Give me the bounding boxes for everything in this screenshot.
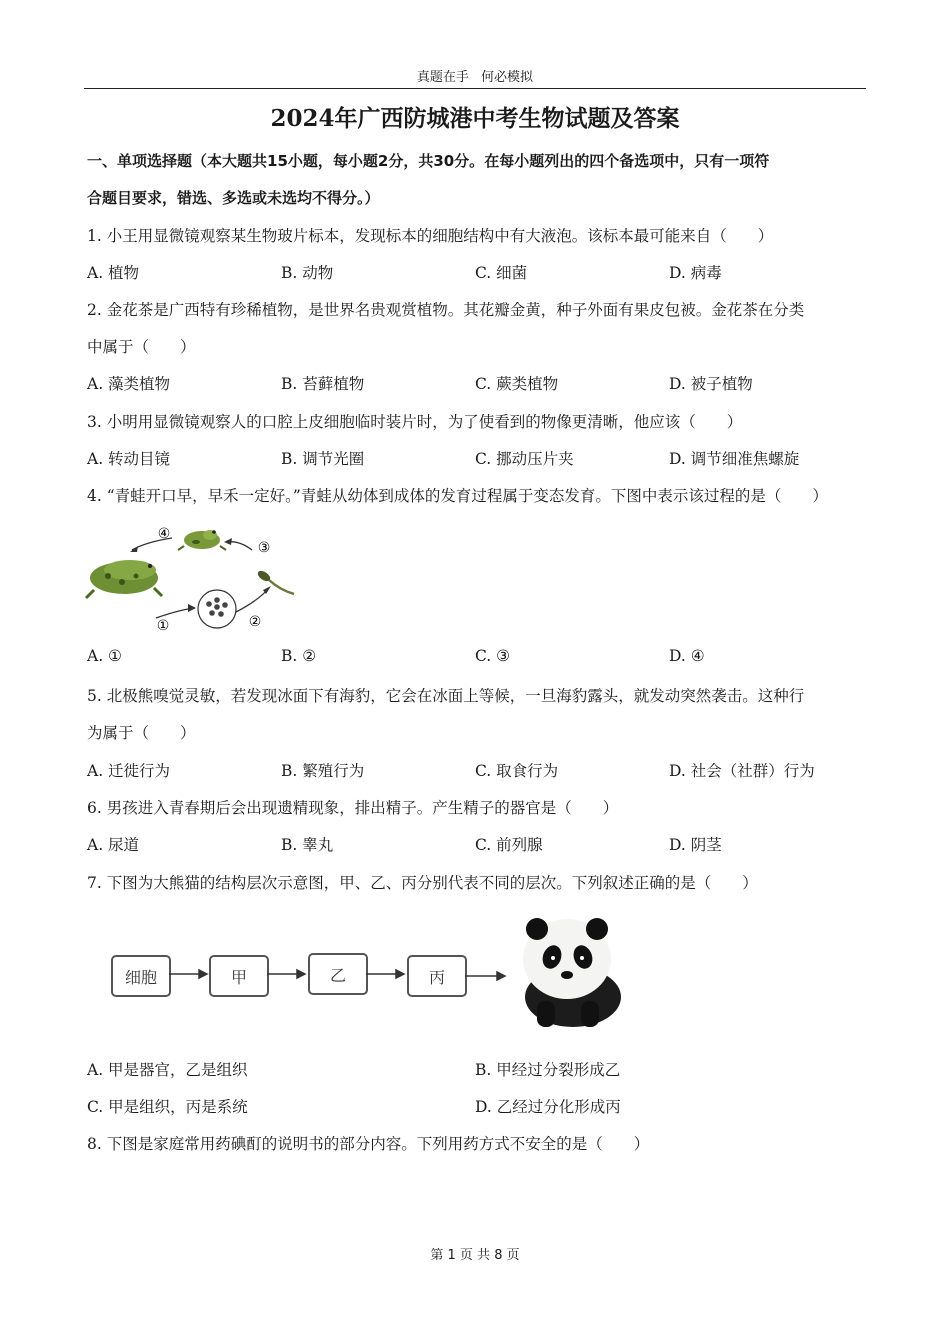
box-yi: 乙 <box>308 953 368 995</box>
stage-label-3: ③ <box>257 540 271 556</box>
tadpole-icon <box>256 569 294 594</box>
q6-option-d: D. 阴茎 <box>669 836 722 854</box>
q3-option-c: C. 挪动压片夹 <box>475 450 574 468</box>
q7-option-a: A. 甲是器官，乙是组织 <box>87 1061 248 1079</box>
q3-option-a: A. 转动目镜 <box>87 450 171 468</box>
question-8-stem: 8. 下图是家庭常用药碘酊的说明书的部分内容。下列用药方式不安全的是（ ） <box>87 1135 650 1153</box>
page-footer: 第 1 页 共 8 页 <box>430 1248 520 1263</box>
mating-frogs-icon <box>86 560 162 598</box>
question-5-stem-line1: 5. 北极熊嗅觉灵敏，若发现冰面下有海豹，它会在冰面上等候，一旦海豹露头，就发动突然袭击。这种行 <box>87 687 805 705</box>
q1-option-a: A. 植物 <box>87 264 140 282</box>
arrow-2 <box>236 588 269 612</box>
q7-option-b: B. 甲经过分裂形成乙 <box>475 1061 621 1079</box>
panda-icon <box>523 918 621 1027</box>
q7-option-d: D. 乙经过分化形成丙 <box>475 1098 621 1116</box>
frog-eggs-icon <box>198 590 236 628</box>
q6-option-b: B. 睾丸 <box>281 836 334 854</box>
q2-option-c: C. 蕨类植物 <box>475 375 559 393</box>
q3-option-b: B. 调节光圈 <box>281 450 365 468</box>
q5-option-d: D. 社会（社群）行为 <box>669 762 815 780</box>
box-cell: 细胞 <box>111 955 171 997</box>
q4-option-a: A. ① <box>87 647 122 665</box>
question-5-stem-line2: 为属于（ ） <box>87 724 196 742</box>
q4-option-d: D. ④ <box>669 647 705 665</box>
q6-option-c: C. 前列腺 <box>475 836 543 854</box>
q5-option-b: B. 繁殖行为 <box>281 762 365 780</box>
question-2-stem-line1: 2. 金花茶是广西特有珍稀植物，是世界名贵观赏植物。其花瓣金黄，种子外面有果皮包被。金花茶在分类 <box>87 301 805 319</box>
q4-option-b: B. ② <box>281 647 317 665</box>
q6-option-a: A. 尿道 <box>87 836 140 854</box>
section-instructions-line1: 一、单项选择题（本大题共15小题，每小题2分，共30分。在每小题列出的四个备选项中，只有一项符 <box>87 152 770 170</box>
q2-option-b: B. 苔藓植物 <box>281 375 365 393</box>
stage-label-2: ② <box>248 614 262 630</box>
q5-option-a: A. 迁徙行为 <box>87 762 171 780</box>
q1-option-d: D. 病毒 <box>669 264 722 282</box>
q1-option-b: B. 动物 <box>281 264 334 282</box>
panda-hierarchy-figure <box>105 905 635 1035</box>
q4-option-c: C. ③ <box>475 647 511 665</box>
header-divider <box>84 88 866 89</box>
question-1-stem: 1. 小王用显微镜观察某生物玻片标本，发现标本的细胞结构中有大液泡。该标本最可能来自（ ） <box>87 227 774 245</box>
page-header: 真题在手 何必模拟 <box>416 70 534 85</box>
question-6-stem: 6. 男孩进入青春期后会出现遗精现象，排出精子。产生精子的器官是（ ） <box>87 799 619 817</box>
q1-option-c: C. 细菌 <box>475 264 528 282</box>
q2-option-d: D. 被子植物 <box>669 375 753 393</box>
frog-life-cycle-figure <box>84 520 304 638</box>
q2-option-a: A. 藻类植物 <box>87 375 171 393</box>
box-jia: 甲 <box>209 955 269 997</box>
stage-label-4: ④ <box>157 526 171 542</box>
section-instructions-line2: 合题目要求，错选、多选或未选均不得分。） <box>87 189 380 207</box>
question-3-stem: 3. 小明用显微镜观察人的口腔上皮细胞临时装片时，为了使看到的物像更清晰，他应该（ ） <box>87 413 743 431</box>
frog-icon <box>178 530 226 550</box>
question-2-stem-line2: 中属于（ ） <box>87 338 196 356</box>
q5-option-c: C. 取食行为 <box>475 762 559 780</box>
question-7-stem: 7. 下图为大熊猫的结构层次示意图，甲、乙、丙分别代表不同的层次。下列叙述正确的是（ ） <box>87 874 758 892</box>
q3-option-d: D. 调节细准焦螺旋 <box>669 450 800 468</box>
box-bing: 丙 <box>407 955 467 997</box>
stage-label-1: ① <box>156 618 170 634</box>
q7-option-c: C. 甲是组织，丙是系统 <box>87 1098 248 1116</box>
question-4-stem: 4. “青蛙开口早，早禾一定好。”青蛙从幼体到成体的发育过程属于变态发育。下图中表示该过程的是（ ） <box>87 487 828 505</box>
page-title: 2024年广西防城港中考生物试题及答案 <box>270 105 680 132</box>
